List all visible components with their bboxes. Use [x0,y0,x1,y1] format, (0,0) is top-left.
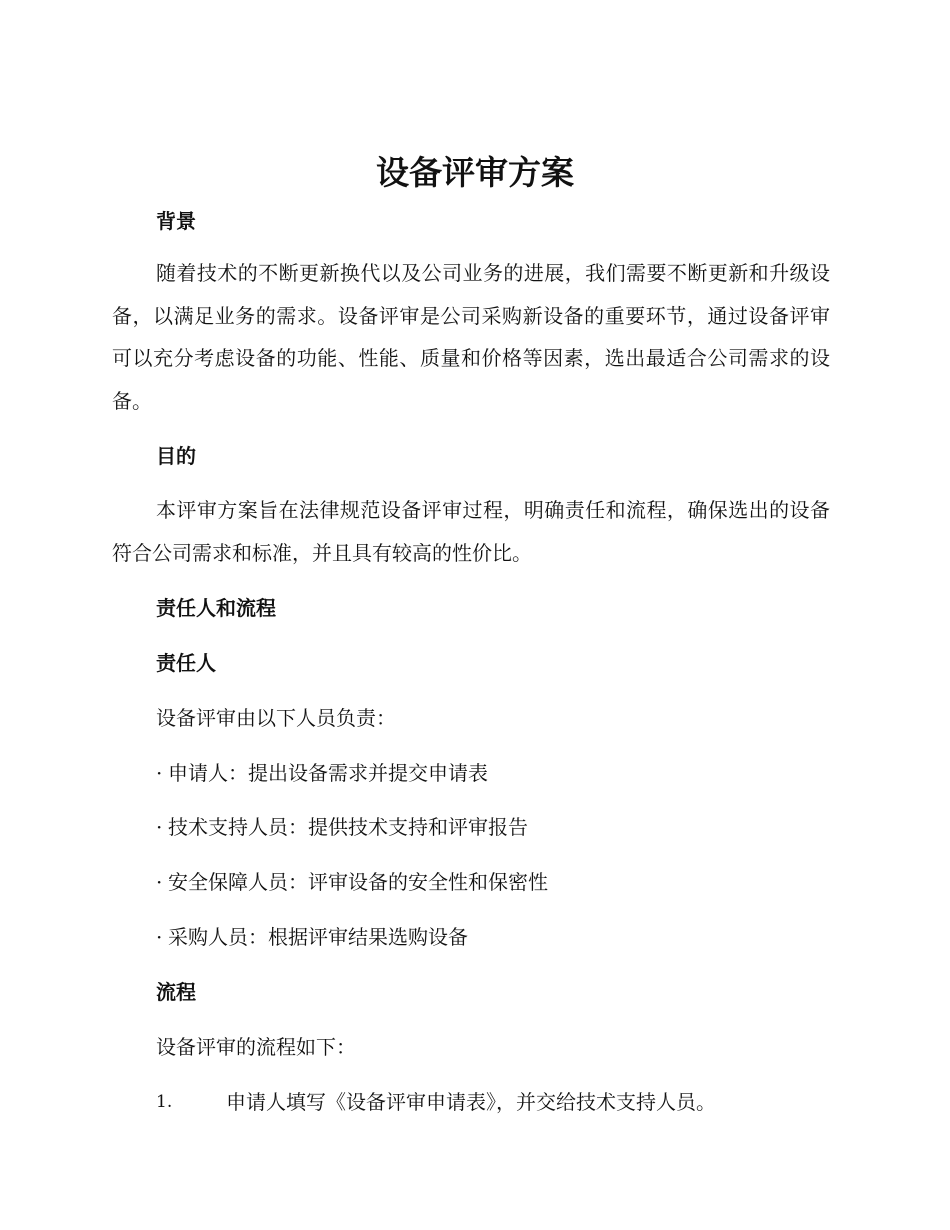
bullet-icon: · [156,870,163,894]
bullet-icon: · [156,925,163,949]
list-item-text: 采购人员：根据评审结果选购设备 [168,925,468,949]
heading-responsibility-and-process: 责任人和流程 [156,596,276,620]
list-item [156,758,488,788]
bullet-icon: · [156,815,163,839]
list-item-text: 技术支持人员：提供技术支持和评审报告 [168,815,528,839]
responsible-intro: 设备评审由以下人员负责： [156,706,396,730]
heading-background: 背景 [156,209,196,233]
heading-responsible: 责任人 [156,651,216,675]
list-item [156,812,528,842]
heading-process: 流程 [156,980,196,1004]
step-text: 申请人填写《设备评审申请表》，并交给技术支持人员。 [226,1090,716,1114]
heading-purpose: 目的 [156,444,196,468]
process-intro: 设备评审的流程如下： [156,1035,356,1059]
paragraph-background: 随着技术的不断更新换代以及公司业务的进展，我们需要不断更新和升级设备，以满足业务的需求。设备评审是公司采购新设备的重要环节，通过设备评审可以充分考虑设备的功能、性能、质量和价格等因素，选出最适合公司需求的设备。 [112,261,830,413]
paragraph-purpose: 本评审方案旨在法律规范设备评审过程，明确责任和流程，确保选出的设备符合公司需求和标准，并且具有较高的性价比。 [112,498,830,565]
list-item-text: 申请人：提出设备需求并提交申请表 [168,761,488,785]
step-number: 1. [156,1092,173,1112]
list-item [156,922,468,952]
bullet-icon: · [156,761,163,785]
list-item [156,867,548,897]
document-title: 设备评审方案 [376,153,574,192]
list-item-text: 安全保障人员：评审设备的安全性和保密性 [168,870,548,894]
